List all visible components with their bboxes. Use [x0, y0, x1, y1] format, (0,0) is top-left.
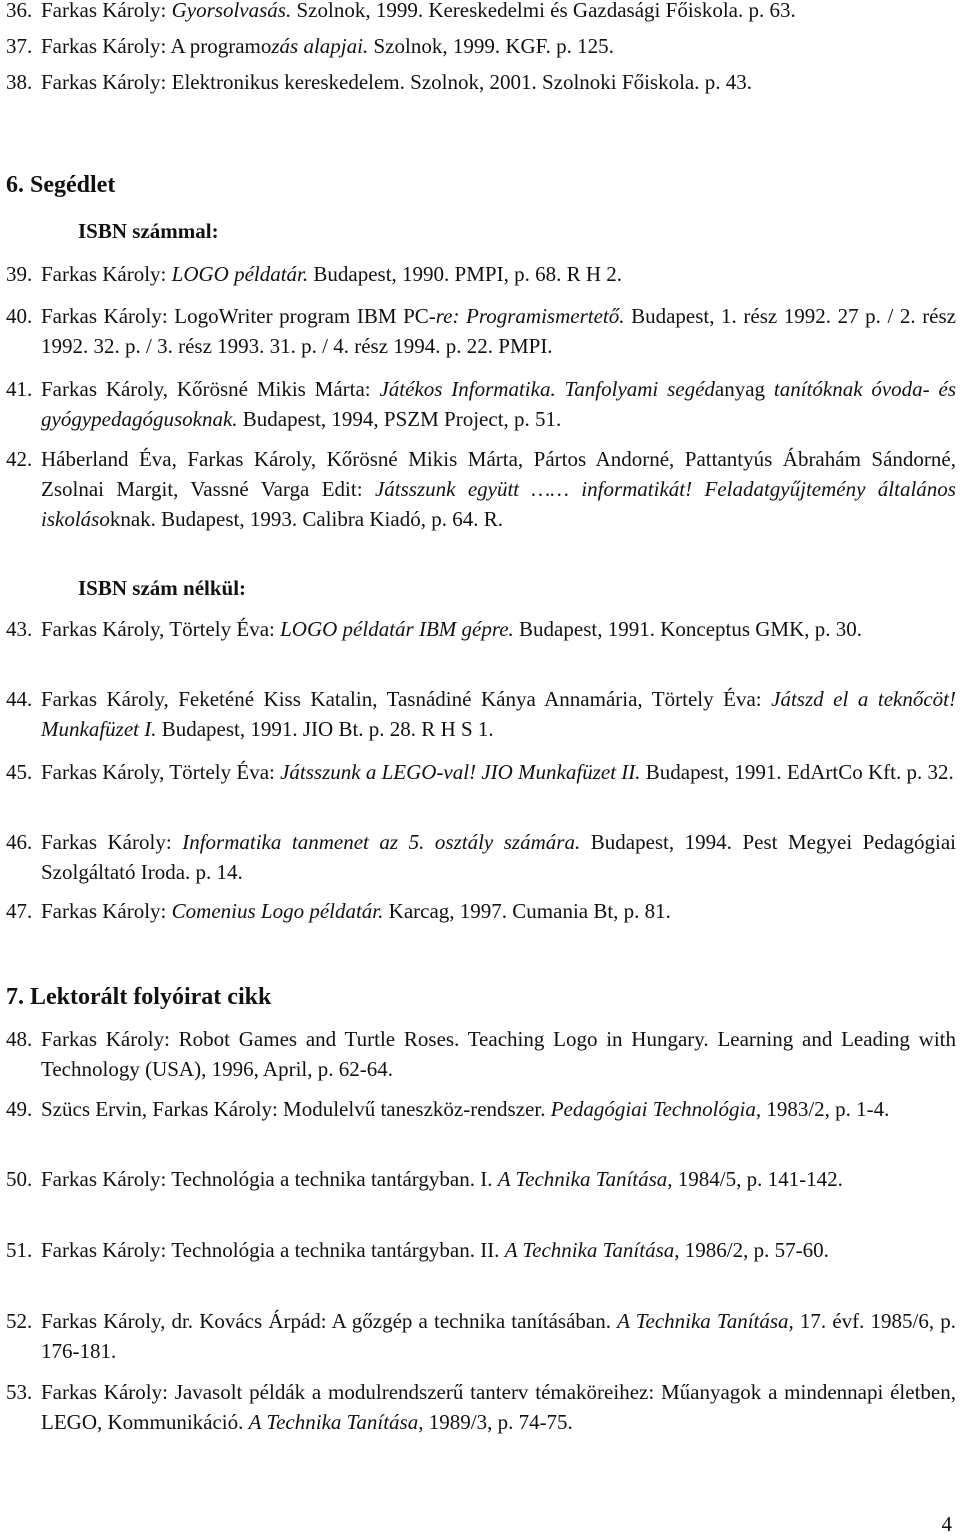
- entry-text-run: Budapest, 1991. JIO Bt. p. 28. R H S 1.: [156, 717, 494, 741]
- entry-number: 41.: [6, 377, 33, 401]
- bibliography-entry: [6, 827, 956, 887]
- italic-title: re: Programismertető.: [435, 304, 625, 328]
- entry-number: 48.: [6, 1027, 33, 1051]
- entry-text-run: Farkas Károly: A programo: [41, 34, 272, 58]
- entry-number: 43.: [6, 617, 33, 641]
- entry-text: [41, 684, 956, 744]
- bibliography-entry: [6, 67, 956, 97]
- entry-text: [41, 259, 956, 289]
- entry-text-run: Farkas Károly: Technológia a technika tantárgyban. II.: [41, 1238, 505, 1262]
- entry-text-run: 1983/2, p. 1-4.: [761, 1097, 890, 1121]
- entry-number: 37.: [6, 34, 33, 58]
- entry-text-run: Farkas Károly:: [41, 899, 172, 923]
- bibliography-entry: [6, 301, 956, 361]
- entry-text-run: Farkas Károly:: [41, 262, 172, 286]
- entry-text-run: , 1986/2, p. 57-60.: [674, 1238, 829, 1262]
- entry-text: [41, 1306, 956, 1366]
- entry-text-run: Farkas Károly, Kőrösné Mikis Márta:: [41, 377, 380, 401]
- entry-text-run: Farkas Károly: Robot Games and Turtle Roses. Teaching Logo in Hungary. Learning and Leading with Technology (USA), 1996, April, p. 62-64.: [41, 1027, 956, 1081]
- entry-text: [41, 614, 956, 644]
- italic-title: LOGO példatár.: [171, 262, 309, 286]
- entry-text-run: knak. Budapest, 1993. Calibra Kiadó, p. 64. R.: [109, 507, 503, 531]
- entry-text-run: 17. évf. 1985/6, p. 176-181.: [41, 1309, 956, 1363]
- entry-text: [41, 1377, 956, 1437]
- entry-text-run: Budapest, 1990. PMPI, p. 68. R H 2.: [308, 262, 623, 286]
- entry-text: [41, 757, 956, 787]
- bibliography-entry: [6, 757, 956, 787]
- entry-text: [41, 1094, 956, 1124]
- section-heading-lektoralt: 7. Lektorált folyóirat cikk: [6, 984, 272, 1010]
- entry-text: [41, 0, 956, 25]
- entry-text-run: Farkas Károly: Javasolt példák a modulrendszerű tanterv témaköreihez: Műanyagok a mindennapi életben, LEGO, Kommunikáció.: [41, 1380, 956, 1434]
- bibliography-entry: [6, 684, 956, 744]
- entry-text-run: Budapest, 1991. EdArtCo Kft. p. 32.: [640, 760, 954, 784]
- bibliography-entry: [6, 31, 956, 61]
- entry-number: 36.: [6, 0, 33, 22]
- entry-number: 39.: [6, 262, 33, 286]
- italic-title: Játsszunk együtt …… informatikát! Feladatgyűjtemény általános iskoláso: [41, 477, 956, 531]
- entry-number: 46.: [6, 830, 33, 854]
- italic-title: LOGO példatár IBM gépre.: [280, 617, 514, 641]
- italic-title: Informatika tanmenet az 5. osztály számára.: [182, 830, 581, 854]
- entry-text-run: Farkas Károly, Törtely Éva:: [41, 760, 281, 784]
- bibliography-entry: [6, 1377, 956, 1437]
- entry-text-run: Szolnok, 1999. KGF. p. 125.: [368, 34, 614, 58]
- page-number: 4: [941, 1512, 952, 1536]
- entry-text: [41, 444, 956, 534]
- italic-title: Gyorsolvasás.: [171, 0, 292, 22]
- italic-title: Pedagógiai Technológia,: [550, 1097, 762, 1121]
- entry-number: 42.: [6, 447, 33, 471]
- entry-text-run: Farkas Károly:: [41, 0, 172, 22]
- bibliography-entry: [6, 374, 956, 434]
- entry-text-run: 1989/3, p. 74-75.: [423, 1410, 573, 1434]
- entry-text-run: Farkas Károly:: [41, 830, 183, 854]
- entry-text-run: Budapest, 1994. Pest Megyei Pedagógiai Szolgáltató Iroda. p. 14.: [41, 830, 956, 884]
- italic-title: Comenius Logo példatár.: [171, 899, 384, 923]
- italic-title: tanítóknak óvoda- és gyógypedagógusoknak.: [41, 377, 957, 431]
- entry-text: [41, 374, 956, 434]
- bibliography-entry: [6, 1024, 956, 1084]
- entry-number: 52.: [6, 1309, 33, 1333]
- entry-number: 51.: [6, 1238, 33, 1262]
- italic-title: Játszd el a teknőcöt! Munkafüzet I.: [41, 687, 956, 741]
- entry-text-run: Budapest, 1991. Konceptus GMK, p. 30.: [513, 617, 863, 641]
- entry-number: 49.: [6, 1097, 33, 1121]
- bibliography-entry: [6, 0, 956, 25]
- bibliography-entry: [6, 1235, 956, 1265]
- entry-text-run: 1984/5, p. 141-142.: [672, 1167, 843, 1191]
- entry-text: [41, 827, 956, 887]
- entry-number: 53.: [6, 1380, 33, 1404]
- entry-text: [41, 1164, 956, 1194]
- entry-number: 47.: [6, 899, 33, 923]
- italic-title: zás alapjai.: [271, 34, 369, 58]
- entry-text-run: Farkas Károly, dr. Kovács Árpád: A gőzgép a technika tanításában.: [41, 1309, 618, 1333]
- entry-text-run: Szolnok, 1999. Kereskedelmi és Gazdasági Főiskola. p. 63.: [291, 0, 796, 22]
- bibliography-entry: [6, 1164, 956, 1194]
- subheading-isbn: ISBN számmal:: [78, 219, 219, 243]
- entry-text-run: anyag: [714, 377, 774, 401]
- bibliography-entry: [6, 444, 956, 534]
- entry-number: 50.: [6, 1167, 33, 1191]
- entry-text: [41, 301, 956, 361]
- entry-number: 38.: [6, 70, 33, 94]
- entry-text-run: Háberland Éva, Farkas Károly, Kőrösné Mikis Márta, Pártos Andorné, Pattantyús Ábrahám Sándorné, Zsolnai Margit, Vassné Varga Edit:: [41, 447, 956, 501]
- entry-text: [41, 896, 956, 926]
- italic-title: A Technika Tanítása: [504, 1238, 675, 1262]
- entry-text-run: Farkas Károly, Törtely Éva:: [41, 617, 281, 641]
- entry-text-run: Farkas Károly: Elektronikus kereskedelem. Szolnok, 2001. Szolnoki Főiskola. p. 43.: [41, 70, 752, 94]
- bibliography-entry: [6, 259, 956, 289]
- entry-number: 40.: [6, 304, 33, 328]
- bibliography-entry: [6, 1306, 956, 1366]
- entry-number: 45.: [6, 760, 33, 784]
- section-heading-segedlet: 6. Segédlet: [6, 172, 116, 198]
- entry-text-run: Budapest, 1. rész 1992. 27 p. / 2. rész 1992. 32. p. / 3. rész 1993. 31. p. / 4. rész 1994. p. 22. PMPI.: [41, 304, 956, 358]
- bibliography-entry: [6, 614, 956, 644]
- italic-title: A Technika Tanítása,: [248, 1410, 424, 1434]
- italic-title: A Technika Tanítása,: [497, 1167, 673, 1191]
- entry-text-run: Szücs Ervin, Farkas Károly: Modulelvű taneszköz-rendszer.: [41, 1097, 551, 1121]
- bibliography-entry: [6, 1094, 956, 1124]
- italic-title: Játékos Informatika. Tanfolyami segéd: [379, 377, 715, 401]
- entry-text-run: Karcag, 1997. Cumania Bt, p. 81.: [383, 899, 671, 923]
- entry-text: [41, 31, 956, 61]
- entry-number: 44.: [6, 687, 33, 711]
- entry-text: [41, 1024, 956, 1084]
- subheading-no-isbn: ISBN szám nélkül:: [78, 576, 247, 600]
- entry-text-run: Farkas Károly: LogoWriter program IBM PC-: [41, 304, 436, 328]
- entry-text: [41, 67, 956, 97]
- bibliography-entry: [6, 896, 956, 926]
- italic-title: Játsszunk a LEGO-val! JIO Munkafüzet II.: [280, 760, 641, 784]
- entry-text-run: Farkas Károly, Feketéné Kiss Katalin, Tasnádiné Kánya Annamária, Törtely Éva:: [41, 687, 772, 711]
- entry-text-run: Farkas Károly: Technológia a technika tantárgyban. I.: [41, 1167, 498, 1191]
- entry-text-run: Budapest, 1994, PSZM Project, p. 51.: [237, 407, 562, 431]
- entry-text: [41, 1235, 956, 1265]
- italic-title: A Technika Tanítása,: [617, 1309, 794, 1333]
